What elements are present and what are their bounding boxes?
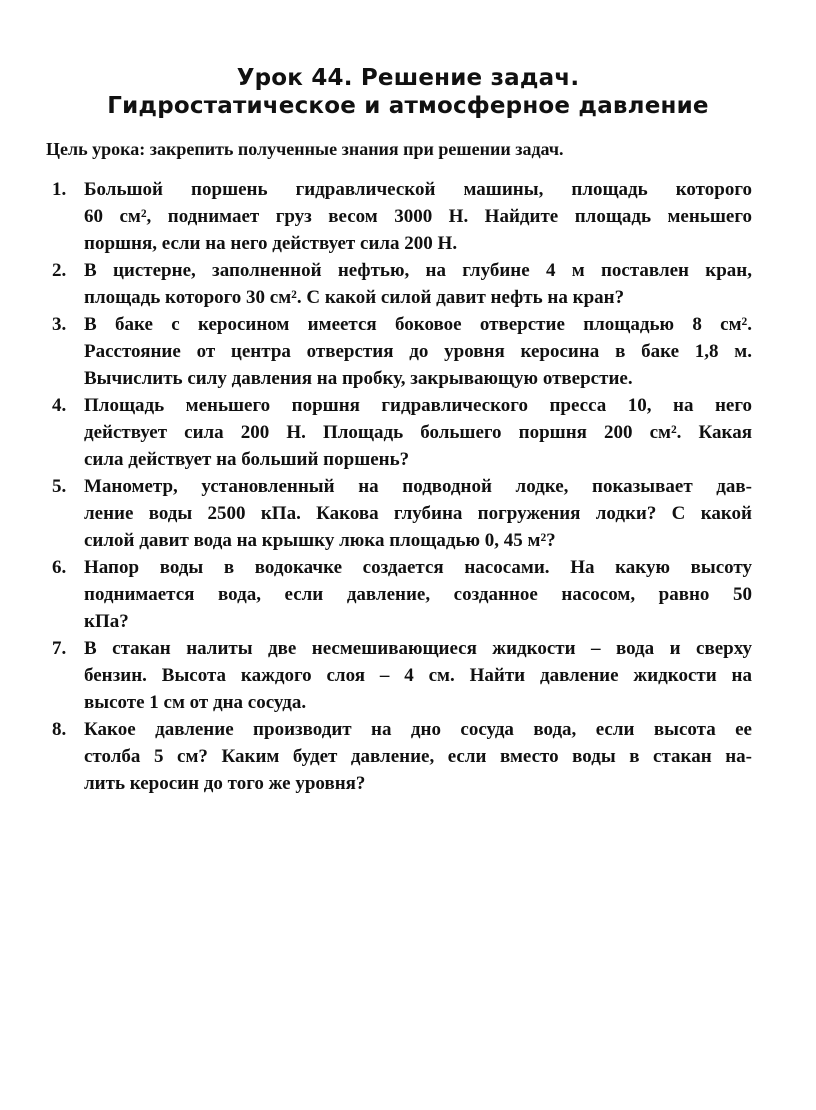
- task-line: действует сила 200 Н. Площадь большего поршня 200 см². Какая: [84, 422, 752, 443]
- task-line: бензин. Высота каждого слоя – 4 см. Найти давление жидкости на: [84, 665, 752, 686]
- task-text: [84, 473, 752, 554]
- task-line: Расстояние от центра отверстия до уровня керосина в баке 1,8 м.: [84, 341, 752, 362]
- task-item: [52, 473, 752, 554]
- task-line: 60 см², поднимает груз весом 3000 Н. Найдите площадь меньшего: [84, 206, 752, 227]
- task-number: 4.: [52, 395, 67, 416]
- task-text: [84, 311, 752, 392]
- task-text: [84, 392, 752, 473]
- task-number: 6.: [52, 557, 67, 578]
- task-item: [52, 554, 752, 635]
- task-text: [84, 716, 752, 797]
- lesson-subtitle: Гидростатическое и атмосферное давление: [107, 93, 709, 119]
- task-item: [52, 257, 752, 311]
- task-text: [84, 635, 752, 716]
- task-line: поршня, если на него действует сила 200 Н.: [84, 233, 458, 254]
- task-number: 3.: [52, 314, 67, 335]
- goal-text: закрепить полученные знания при решении задач.: [145, 139, 564, 159]
- task-number: 5.: [52, 476, 67, 497]
- task-item: [52, 392, 752, 473]
- task-text: [84, 257, 752, 311]
- task-number: 7.: [52, 638, 67, 659]
- goal-label: Цель урока:: [46, 139, 146, 159]
- task-line: ление воды 2500 кПа. Какова глубина погружения лодки? С какой: [84, 503, 752, 524]
- task-line: В стакан налиты две несмешивающиеся жидкости – вода и сверху: [84, 638, 752, 659]
- task-text: [84, 554, 752, 635]
- task-line: Какое давление производит на дно сосуда вода, если высота ее: [84, 719, 752, 740]
- task-line: высоте 1 см от дна сосуда.: [84, 692, 307, 713]
- lesson-title: Урок 44. Решение задач.: [236, 65, 580, 91]
- task-line: Напор воды в водокачке создается насосами. На какую высоту: [84, 557, 752, 578]
- task-line: Вычислить силу давления на пробку, закрывающую отверстие.: [84, 368, 633, 389]
- task-line: поднимается вода, если давление, созданное насосом, равно 50: [84, 584, 752, 605]
- task-line: В цистерне, заполненной нефтью, на глубине 4 м поставлен кран,: [84, 260, 752, 281]
- task-line: столба 5 см? Каким будет давление, если вместо воды в стакан на-: [84, 746, 752, 767]
- task-item: [52, 635, 752, 716]
- task-line: силой давит вода на крышку люка площадью 0, 45 м²?: [84, 530, 556, 551]
- task-number: 8.: [52, 719, 67, 740]
- task-line: В баке с керосином имеется боковое отверстие площадью 8 см².: [84, 314, 752, 335]
- task-item: [52, 176, 752, 257]
- lesson-goal: [46, 137, 766, 161]
- task-line: Большой поршень гидравлической машины, площадь которого: [84, 179, 752, 200]
- task-number: 1.: [52, 179, 67, 200]
- task-line: лить керосин до того же уровня?: [84, 773, 366, 794]
- task-list: [52, 176, 752, 797]
- task-line: сила действует на больший поршень?: [84, 449, 410, 470]
- task-number: 2.: [52, 260, 67, 281]
- task-item: [52, 716, 752, 797]
- task-line: кПа?: [84, 611, 129, 632]
- task-line: Манометр, установленный на подводной лодке, показывает дав-: [84, 476, 752, 497]
- task-text: [84, 176, 752, 257]
- task-line: площадь которого 30 см². С какой силой давит нефть на кран?: [84, 287, 625, 308]
- task-line: Площадь меньшего поршня гидравлического пресса 10, на него: [84, 395, 752, 416]
- task-item: [52, 311, 752, 392]
